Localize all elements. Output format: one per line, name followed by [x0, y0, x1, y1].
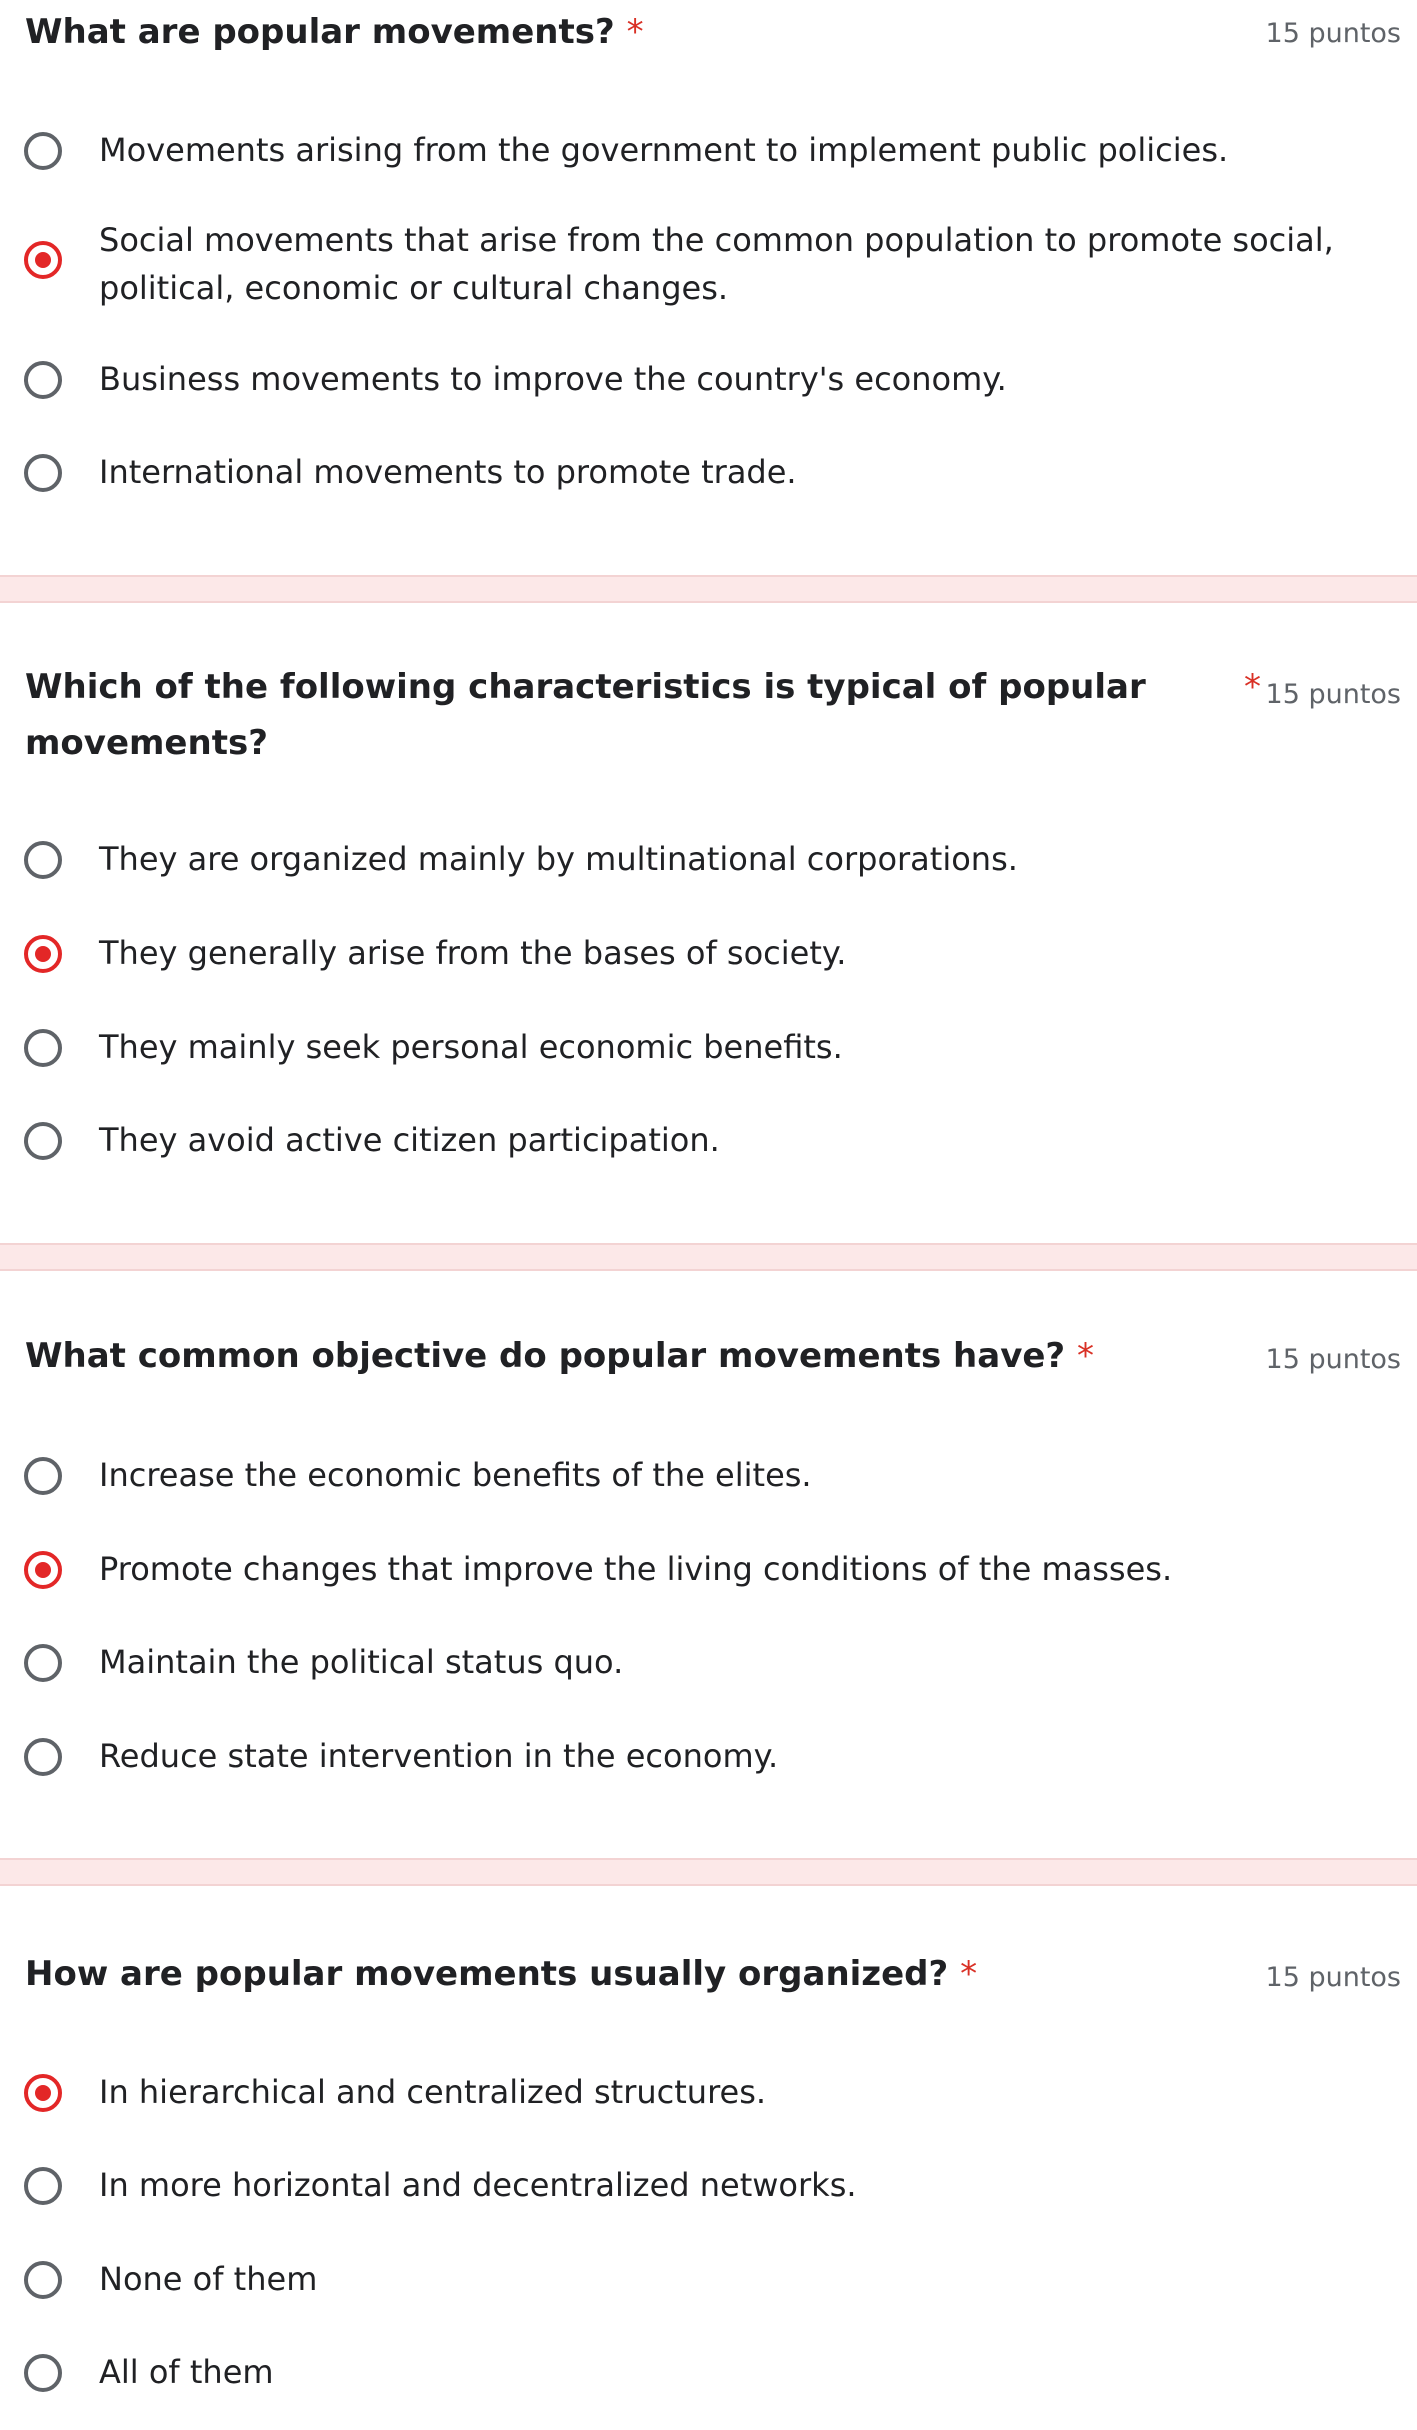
section-divider: [0, 575, 1417, 603]
radio-unchecked-icon[interactable]: [24, 1029, 62, 1067]
question-card-3: [0, 1273, 1417, 1858]
radio-option[interactable]: [0, 1451, 1417, 1501]
radio-option[interactable]: [0, 2161, 1417, 2211]
section-divider: [0, 1858, 1417, 1886]
radio-unchecked-icon[interactable]: [24, 2261, 62, 2299]
radio-option[interactable]: [0, 448, 1417, 498]
radio-unchecked-icon[interactable]: [24, 1122, 62, 1160]
radio-option[interactable]: [0, 2255, 1417, 2305]
radio-option[interactable]: [0, 1732, 1417, 1782]
radio-checked-icon[interactable]: [24, 935, 62, 973]
radio-unchecked-icon[interactable]: [24, 2167, 62, 2205]
option-label: In more horizontal and decentralized networks.: [99, 2166, 857, 2204]
radio-unchecked-icon[interactable]: [24, 361, 62, 399]
radio-option[interactable]: [0, 2068, 1417, 2118]
radio-checked-icon[interactable]: [24, 1551, 62, 1589]
radio-unchecked-icon[interactable]: [24, 1457, 62, 1495]
radio-unchecked-icon[interactable]: [24, 454, 62, 492]
question-points: 15 puntos: [1265, 1344, 1401, 1375]
question-card-4: [0, 1888, 1417, 2430]
option-label: Reduce state intervention in the economy.: [99, 1737, 779, 1775]
radio-unchecked-icon[interactable]: [24, 132, 62, 170]
radio-unchecked-icon[interactable]: [24, 1738, 62, 1776]
question-card-1: [0, 0, 1417, 575]
question-points: 15 puntos: [1265, 18, 1401, 49]
required-asterisk: *: [1244, 667, 1261, 707]
radio-option[interactable]: [0, 2348, 1417, 2398]
radio-option[interactable]: [0, 355, 1417, 405]
radio-option[interactable]: [0, 216, 1417, 316]
radio-checked-icon[interactable]: [24, 241, 62, 279]
option-label: In hierarchical and centralized structures.: [99, 2073, 767, 2111]
radio-option[interactable]: [0, 1638, 1417, 1688]
question-card-2: [0, 605, 1417, 1243]
required-asterisk: *: [1076, 1336, 1094, 1376]
question-title: What common objective do popular movements have? *: [25, 1336, 1094, 1376]
radio-option[interactable]: [0, 1116, 1417, 1166]
radio-option[interactable]: [0, 835, 1417, 885]
radio-option[interactable]: [0, 929, 1417, 979]
question-points: 15 puntos: [1265, 1962, 1401, 1993]
question-title: What are popular movements? *: [25, 12, 644, 52]
question-title: How are popular movements usually organized? *: [25, 1954, 978, 1994]
section-divider: [0, 1243, 1417, 1271]
option-label: They generally arise from the bases of society.: [99, 934, 847, 972]
radio-unchecked-icon[interactable]: [24, 841, 62, 879]
radio-checked-icon[interactable]: [24, 2074, 62, 2112]
radio-unchecked-icon[interactable]: [24, 2354, 62, 2392]
radio-option[interactable]: [0, 126, 1417, 176]
radio-option[interactable]: [0, 1023, 1417, 1073]
required-asterisk: *: [626, 12, 644, 52]
option-label: Increase the economic benefits of the elites.: [99, 1456, 812, 1494]
question-points: 15 puntos: [1265, 679, 1401, 710]
required-asterisk: *: [960, 1954, 978, 1994]
radio-unchecked-icon[interactable]: [24, 1644, 62, 1682]
option-label: International movements to promote trade.: [99, 453, 797, 491]
option-label: Promote changes that improve the living conditions of the masses.: [99, 1550, 1173, 1588]
question-title: Which of the following characteristics is typical of popular movements?: [25, 667, 1146, 763]
option-label: None of them: [99, 2260, 318, 2298]
option-label: Movements arising from the government to implement public policies.: [99, 131, 1229, 169]
option-label: Social movements that arise from the common population to promote social, political, economic or cultural changes.: [99, 221, 1334, 307]
option-label: They are organized mainly by multinational corporations.: [99, 840, 1018, 878]
option-label: They mainly seek personal economic benefits.: [99, 1028, 843, 1066]
option-label: All of them: [99, 2353, 274, 2391]
option-label: Maintain the political status quo.: [99, 1643, 624, 1681]
option-label: They avoid active citizen participation.: [99, 1121, 720, 1159]
radio-option[interactable]: [0, 1545, 1417, 1595]
option-label: Business movements to improve the country's economy.: [99, 360, 1007, 398]
